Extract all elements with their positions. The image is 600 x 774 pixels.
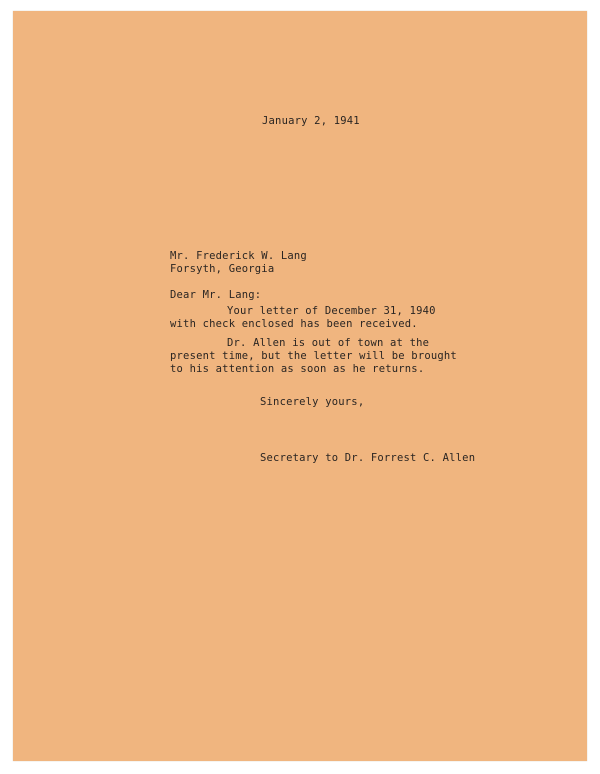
paragraph2-line2: present time, but the letter will be brought: [170, 350, 457, 362]
letter-date: January 2, 1941: [262, 115, 360, 127]
paragraph1-line1: Your letter of December 31, 1940: [227, 305, 436, 317]
paragraph2-line1: Dr. Allen is out of town at the: [227, 337, 430, 349]
recipient-name: Mr. Frederick W. Lang: [170, 250, 307, 262]
letter-paper: [13, 11, 587, 761]
paragraph1-line2: with check enclosed has been received.: [170, 318, 418, 330]
closing: Sincerely yours,: [260, 396, 365, 408]
recipient-location: Forsyth, Georgia: [170, 263, 275, 275]
salutation: Dear Mr. Lang:: [170, 289, 262, 301]
paragraph2-line3: to his attention as soon as he returns.: [170, 363, 425, 375]
signature-line: Secretary to Dr. Forrest C. Allen: [260, 452, 476, 464]
